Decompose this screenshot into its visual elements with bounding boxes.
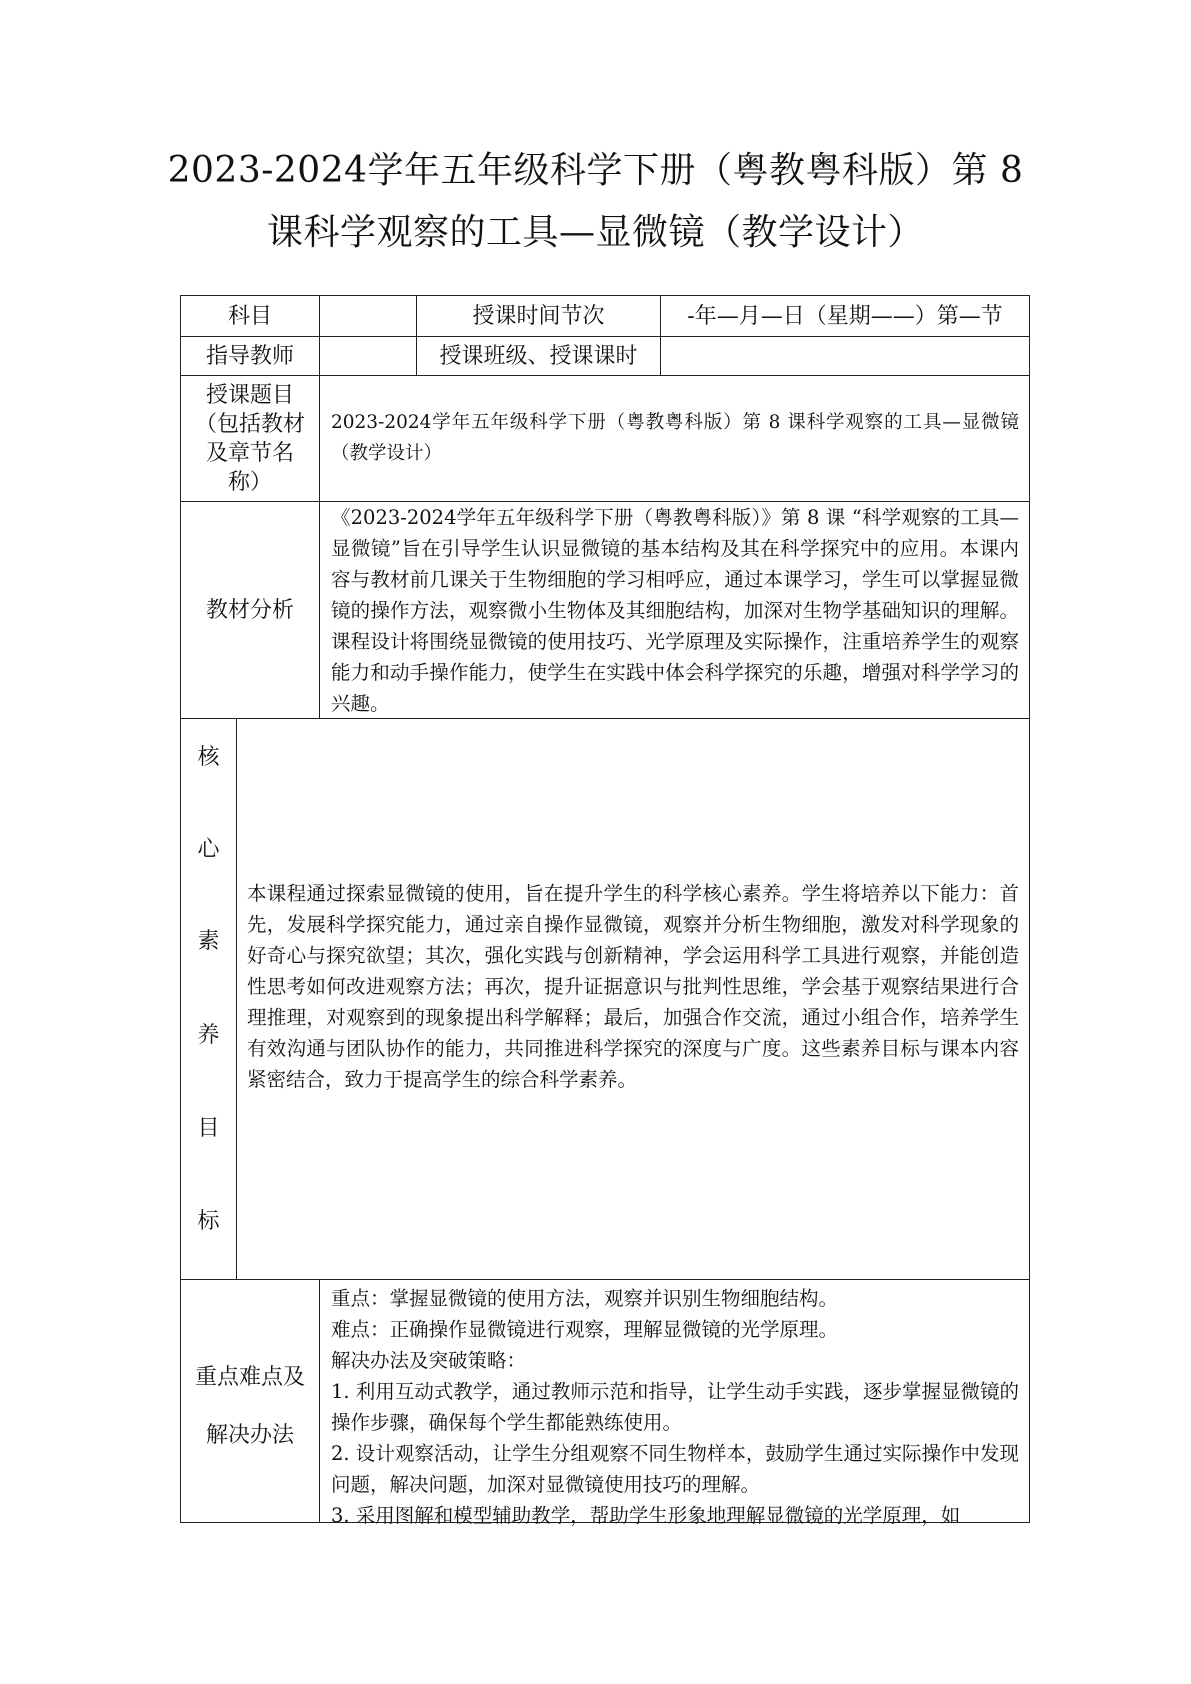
topic-label [181, 376, 319, 501]
col-divider [319, 1279, 320, 1523]
topic-value: 2023-2024学年五年级科学下册（粤教粤科版）第 8 课科学观察的工具—显微镜（教学设计） [331, 412, 1019, 464]
key-point-line: 1. 利用互动式教学，通过教师示范和指导，让学生动手实践，逐步掌握显微镜的操作步骤，确保每个学生都能熟练使用。 [331, 1380, 1019, 1434]
key-label [181, 1279, 319, 1523]
topic-label-line: （包括教材 [194, 411, 305, 437]
subject-label: 科目 [227, 303, 272, 329]
core-label-char: 心 [197, 837, 220, 862]
class-value [661, 337, 1029, 375]
core-label-char: 标 [197, 1209, 220, 1234]
key-point-line: 2. 设计观察活动，让学生分组观察不同生物样本，鼓励学生通过实际操作中发现问题，解决问题，加深对显微镜使用技巧的理解。 [331, 1442, 1019, 1496]
key-point-line: 3. 采用图解和模型辅助教学，帮助学生形象地理解显微镜的光学原理，如 [331, 1504, 961, 1527]
teacher-value [320, 337, 416, 375]
key-label-line: 重点难点及 [194, 1365, 305, 1390]
time-label: 授课时间节次 [472, 303, 605, 329]
topic-label-line: 称） [227, 469, 272, 495]
subject-value [320, 296, 416, 336]
core-label-char: 素 [197, 929, 220, 954]
key-point-line: 难点：正确操作显微镜进行观察，理解显微镜的光学原理。 [331, 1318, 839, 1341]
key-label-line: 解决办法 [205, 1423, 294, 1448]
core-label-char: 养 [197, 1023, 220, 1048]
core-label-char: 目 [197, 1116, 220, 1141]
analysis-label: 教材分析 [205, 597, 294, 623]
core-value: 本课程通过探索显微镜的使用，旨在提升学生的科学核心素养。学生将培养以下能力：首先，发展科学探究能力，通过亲自操作显微镜，观察并分析生物细胞，激发对科学现象的好奇心与探究欲望；其次，强化实践与创新精神，学会运用科学工具进行观察，并能创造性思考如何改进观察方法；再次，提升证据意识与批判性思维，学会基于观察结果进行合理推理，对观察到的现象提出科学解释；最后，加强合作交流，通过小组合作，培养学生有效沟通与团队协作的能力，共同推进科学探究的深度与广度。这些素养目标与课本内容紧密结合，致力于提高学生的综合科学素养。 [247, 882, 1019, 1091]
analysis-value: 《2023-2024学年五年级科学下册（粤教粤科版）》第 8 课 “科学观察的工具—显微镜”旨在引导学生认识显微镜的基本结构及其在科学探究中的应用。本课内容与教材前几课关于生物细胞的学习相呼应，通过本课学习，学生可以掌握显微镜的操作方法，观察微小生物体及其细胞结构，加深对生物学基础知识的理解。课程设计将围绕显微镜的使用技巧、光学原理及实际操作，注重培养学生的观察能力和动手操作能力，使学生在实践中体会科学探究的乐趣，增强对科学学习的兴趣。 [331, 506, 1019, 715]
class-label: 授课班级、授课课时 [439, 343, 638, 369]
key-point-line: 解决办法及突破策略： [331, 1349, 527, 1372]
core-label-char: 核 [197, 745, 220, 770]
document-title-line-1: 2023-2024学年五年级科学下册（粤教粤科版）第 8 [167, 150, 1024, 191]
teacher-label: 指导教师 [205, 343, 294, 369]
key-points [331, 1283, 1019, 1531]
key-point-line: 重点：掌握显微镜的使用方法，观察并识别生物细胞结构。 [331, 1287, 839, 1310]
document-title-line-2: 课科学观察的工具—显微镜（教学设计） [266, 212, 924, 253]
topic-label-line: 及章节名 [205, 440, 294, 466]
col-divider [236, 718, 237, 1279]
topic-label-line: 授课题目 [205, 382, 294, 408]
time-value: -年—月—日（星期——）第—节 [687, 303, 1003, 329]
core-label [181, 718, 236, 1279]
lesson-plan-table [180, 295, 1030, 1527]
